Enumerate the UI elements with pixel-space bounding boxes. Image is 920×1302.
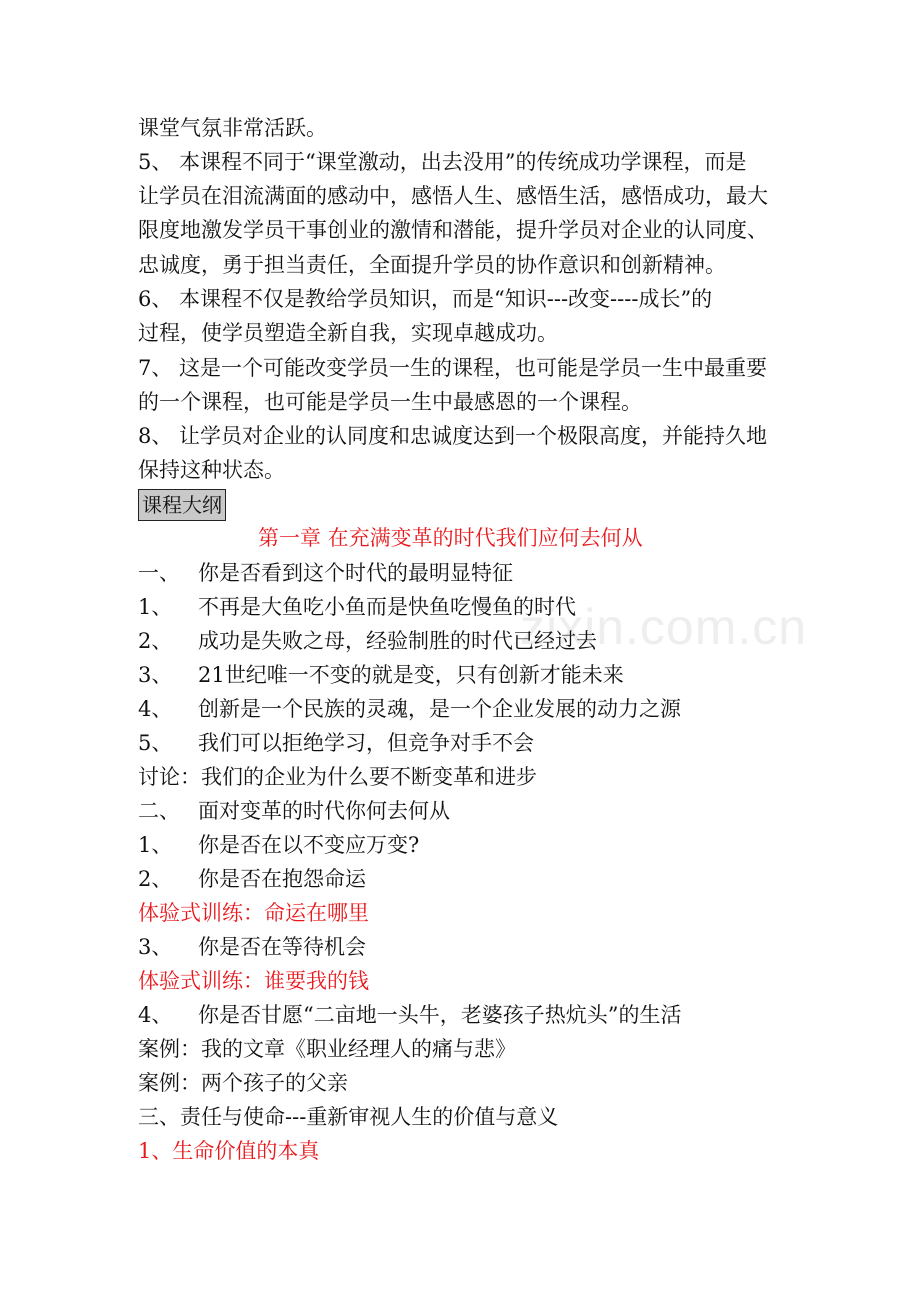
list-item xyxy=(138,1000,681,1030)
item-text: 21世纪唯一不变的就是变，只有创新才能未来 xyxy=(198,663,624,687)
intro-line: 5、 本课程不同于“课堂激动，出去没用”的传统成功学课程，而是 xyxy=(138,150,747,174)
section-number: 二、 xyxy=(138,799,180,823)
item-number: 3、 xyxy=(138,663,173,687)
intro-line: 7、 这是一个可能改变学员一生的课程，也可能是学员一生中最重要 xyxy=(138,356,768,380)
intro-line: 8、 让学员对企业的认同度和忠诚度达到一个极限高度，并能持久地 xyxy=(138,424,768,448)
section-heading xyxy=(138,558,513,588)
item-text: 不再是大鱼吃小鱼而是快鱼吃慢鱼的时代 xyxy=(198,595,576,619)
intro-line: 6、 本课程不仅是教给学员知识，而是“知识---改变----成长”的 xyxy=(138,287,713,311)
intro-line: 过程，使学员塑造全新自我，实现卓越成功。 xyxy=(138,321,558,345)
list-item xyxy=(138,694,681,724)
list-item xyxy=(138,830,419,860)
item-number: 1、 xyxy=(138,833,173,857)
exercise-line: 体验式训练：谁要我的钱 xyxy=(138,969,369,993)
item-text: 成功是失败之母，经验制胜的时代已经过去 xyxy=(198,629,597,653)
intro-line: 让学员在泪流满面的感动中，感悟人生、感悟生活，感悟成功，最大 xyxy=(138,184,768,208)
intro-line: 限度地激发学员干事创业的激情和潜能，提升学员对企业的认同度、 xyxy=(138,218,768,242)
section-heading: 三、责任与使命---重新审视人生的价值与意义 xyxy=(138,1105,559,1129)
subsection-heading: 1、生命价值的本真 xyxy=(138,1139,320,1163)
item-text: 我们可以拒绝学习，但竞争对手不会 xyxy=(198,731,534,755)
item-text: 创新是一个民族的灵魂，是一个企业发展的动力之源 xyxy=(198,697,681,721)
item-text: 你是否在以不变应万变? xyxy=(198,833,420,857)
section-heading-text: 面对变革的时代你何去何从 xyxy=(198,799,450,823)
watermark: zixin.com.cn xyxy=(520,599,808,655)
exercise-line: 体验式训练：命运在哪里 xyxy=(138,901,369,925)
chapter-title: 第一章 在充满变革的时代我们应何去何从 xyxy=(258,526,643,550)
list-item xyxy=(138,864,366,894)
item-number: 5、 xyxy=(138,731,173,755)
item-number: 2、 xyxy=(138,867,173,891)
intro-line: 课堂气氛非常活跃。 xyxy=(138,116,327,140)
case-line: 案例：我的文章《职业经理人的痛与悲》 xyxy=(138,1037,516,1061)
item-number: 1、 xyxy=(138,595,173,619)
intro-line: 忠诚度，勇于担当责任，全面提升学员的协作意识和创新精神。 xyxy=(138,253,726,277)
list-item xyxy=(138,728,534,758)
list-item xyxy=(138,660,624,690)
discussion-line: 讨论：我们的企业为什么要不断变革和进步 xyxy=(138,765,537,789)
item-text: 你是否甘愿“二亩地一头牛，老婆孩子热炕头”的生活 xyxy=(198,1003,682,1027)
item-text: 你是否在等待机会 xyxy=(198,935,366,959)
case-line: 案例：两个孩子的父亲 xyxy=(138,1071,348,1095)
intro-line: 的一个课程，也可能是学员一生中最感恩的一个课程。 xyxy=(138,390,642,414)
section-number: 一、 xyxy=(138,561,180,585)
item-number: 2、 xyxy=(138,629,173,653)
list-item xyxy=(138,592,576,622)
section-heading xyxy=(138,796,450,826)
item-number: 4、 xyxy=(138,1003,173,1027)
item-text: 你是否在抱怨命运 xyxy=(198,867,366,891)
section-heading-text: 你是否看到这个时代的最明显特征 xyxy=(198,561,513,585)
item-number: 3、 xyxy=(138,935,173,959)
list-item xyxy=(138,626,597,656)
list-item xyxy=(138,932,366,962)
item-number: 4、 xyxy=(138,697,173,721)
intro-line: 保持这种状态。 xyxy=(138,458,285,482)
course-outline-label: 课程大纲 xyxy=(138,489,226,521)
